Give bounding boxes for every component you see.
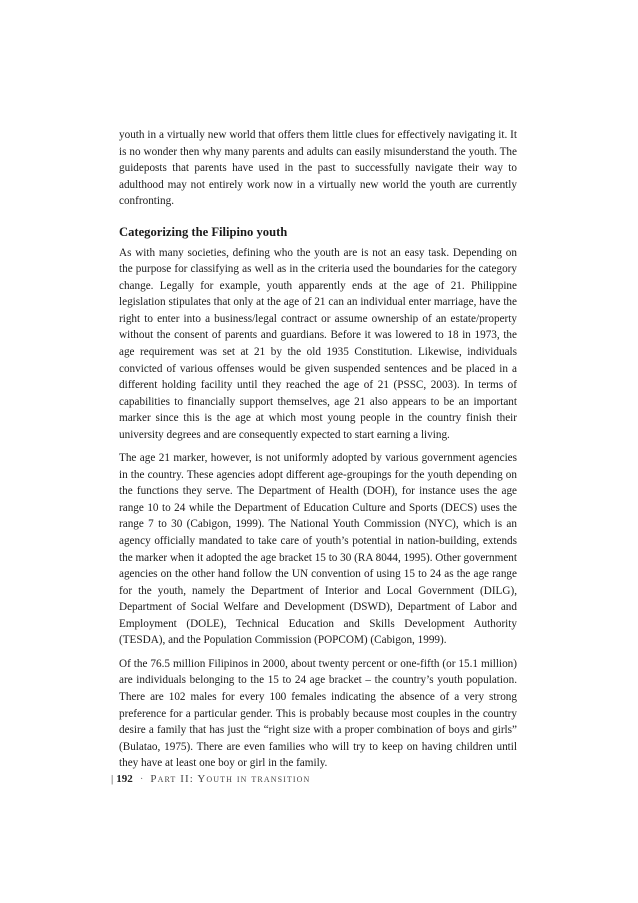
page-number: 192	[116, 773, 133, 785]
paragraph-population: Of the 76.5 million Filipinos in 2000, about twenty percent or one-fifth (or 15.1 million) are individuals belonging to the 15 to 24 age bracket – the country’s youth population. There are 102 males for every 100 females indicating the absence of a very strong preference for a particular gender. This is probably because most couples in the country desire a family that has just the “right size with a proper combination of boys and girls” (Bulatao, 1975). There are even families who will try to keep on having children until they have at least one boy or girl in the family.	[119, 657, 517, 770]
paragraph-government-agencies: The age 21 marker, however, is not uniformly adopted by various government agencies in the country. These agencies adopt different age-groupings for the youth depending on the functions they serve. The Department of Health (DOH), for instance uses the age range 10 to 24 while the Department of Education Culture and Sports (DECS) uses the range 7 to 30 (Cabigon, 1999). The National Youth Commission (NYC), which is an agency officially mandated to take care of youth’s potential in nation-building, extends the marker when it adopted the age bracket 15 to 30 (RA 8044, 1995). Other government agencies on the other hand follow the UN convention of using 15 to 24 as the age range for the youth, namely the Department of Interior and Local Government (DILG), Department of Social Welfare and Development (DSWD), Department of Labor and Employment (DOLE), Technical Education and Skills Development Authority (TESDA), and the Population Commission (POPCOM) (Cabigon, 1999).	[119, 452, 517, 647]
paragraph-legal-age: As with many societies, defining who the youth are is not an easy task. Depending on the purpose for classifying as well as in the criteria used the boundaries for the category change. Legally for example, youth apparently ends at the age of 21. Philippine legislation stipulates that only at the age of 21 can an individual enter marriage, have the right to enter into a business/legal contract or assume ownership of an estate/property without the consent of parents and guardians. Before it was lowered to 18 in 1973, the age requirement was set at 21 by the old 1935 Constitution. Likewise, individuals convicted of various offenses would be given suspended sentences and be placed in a different holding facility until they reached the age of 21 (PSSC, 2003). In terms of capabilities to financially support themselves, age 21 also appears to be an important marker since this is the age at which most young people in the country finish their university degrees and are consequently expected to start earning a living.	[119, 246, 517, 441]
footer-bar: |	[111, 773, 114, 785]
part-label: Part II: Youth in transition	[150, 773, 311, 785]
section-heading: Categorizing the Filipino youth	[119, 224, 288, 239]
intro-paragraph: youth in a virtually new world that offers them little clues for effectively navigating it. It is no wonder then why many parents and adults can easily misunderstand the youth. The guideposts that parents have used in the past to successfully navigate their way to adulthood may not entirely work now in a virtually new world the youth are currently confronting.	[119, 129, 517, 208]
page-footer	[111, 772, 310, 786]
page-content	[119, 127, 517, 772]
footer-separator: ·	[139, 773, 144, 785]
